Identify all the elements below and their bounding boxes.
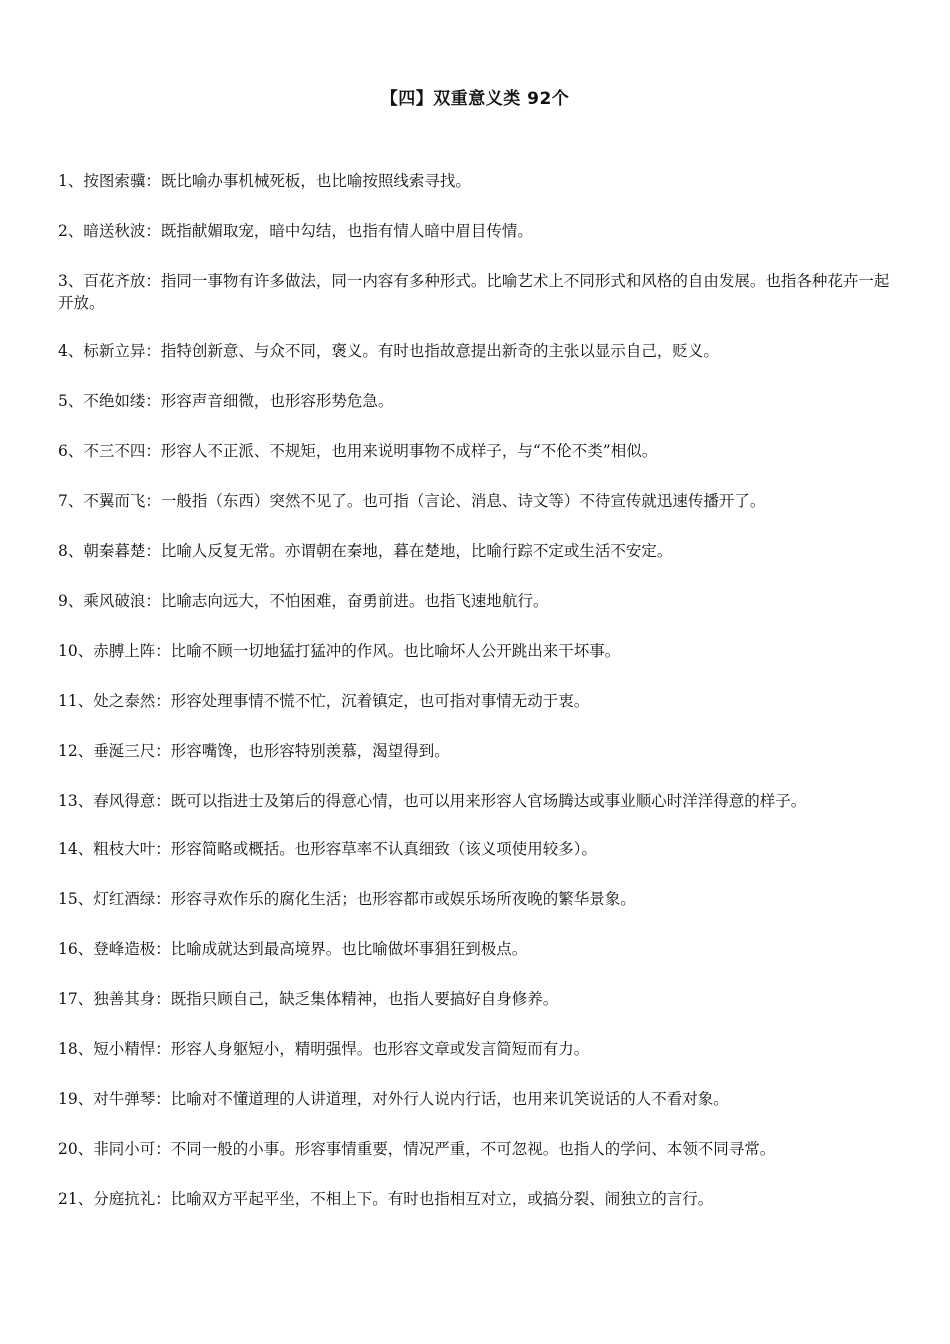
list-item: 19、对牛弹琴：比喻对不懂道理的人讲道理，对外行人说内行话，也用来讥笑说话的人不看对象。 (58, 1090, 729, 1108)
list-item: 16、登峰造极：比喻成就达到最高境界。也比喻做坏事猖狂到极点。 (58, 940, 528, 958)
list-item: 4、标新立异：指特创新意、与众不同，褒义。有时也指故意提出新奇的主张以显示自己，贬义。 (58, 342, 719, 360)
list-item: 21、分庭抗礼：比喻双方平起平坐，不相上下。有时也指相互对立，或搞分裂、闹独立的言行。 (58, 1190, 714, 1208)
list-item: 5、不绝如缕：形容声音细微，也形容形势危急。 (58, 392, 394, 410)
list-item: 13、春风得意：既可以指进士及第后的得意心情，也可以用来形容人官场腾达或事业顺心时洋洋得意的样子。 (58, 792, 807, 810)
list-item: 8、朝秦暮楚：比喻人反复无常。亦谓朝在秦地，暮在楚地，比喻行踪不定或生活不安定。 (58, 542, 673, 560)
list-item: 18、短小精悍：形容人身躯短小，精明强悍。也形容文章或发言简短而有力。 (58, 1040, 590, 1058)
list-item: 11、处之泰然：形容处理事情不慌不忙，沉着镇定，也可指对事情无动于衷。 (58, 692, 590, 710)
list-item: 9、乘风破浪：比喻志向远大，不怕困难，奋勇前进。也指飞速地航行。 (58, 592, 549, 610)
list-item: 7、不翼而飞：一般指（东西）突然不见了。也可指（言论、消息、诗文等）不待宣传就迅速传播开了。 (58, 492, 766, 510)
list-item: 20、非同小可：不同一般的小事。形容事情重要，情况严重，不可忽视。也指人的学问、本领不同寻常。 (58, 1140, 776, 1158)
entry-list (58, 170, 898, 1238)
list-item: 14、粗枝大叶：形容简略或概括。也形容草率不认真细致（该义项使用较多）。 (58, 840, 597, 858)
list-item: 2、暗送秋波：既指献媚取宠，暗中勾结，也指有情人暗中眉目传情。 (58, 222, 533, 240)
list-item: 17、独善其身：既指只顾自己，缺乏集体精神，也指人要搞好自身修养。 (58, 990, 559, 1008)
page-title: 【四】双重意义类 92个 (380, 89, 570, 109)
list-item: 10、赤膊上阵：比喻不顾一切地猛打猛冲的作风。也比喻坏人公开跳出来干坏事。 (58, 642, 621, 660)
list-item: 1、按图索骥：既比喻办事机械死板，也比喻按照线索寻找。 (58, 172, 471, 190)
list-item: 12、垂涎三尺：形容嘴馋，也形容特别羡慕，渴望得到。 (58, 742, 450, 760)
list-item: 6、不三不四：形容人不正派、不规矩，也用来说明事物不成样子，与“不伦不类”相似。 (58, 442, 658, 460)
list-item: 15、灯红酒绿：形容寻欢作乐的腐化生活；也形容都市或娱乐场所夜晚的繁华景象。 (58, 890, 636, 908)
list-item: 3、百花齐放：指同一事物有许多做法，同一内容有多种形式。比喻艺术上不同形式和风格的自由发展。也指各种花卉一起开放。 (58, 272, 890, 312)
